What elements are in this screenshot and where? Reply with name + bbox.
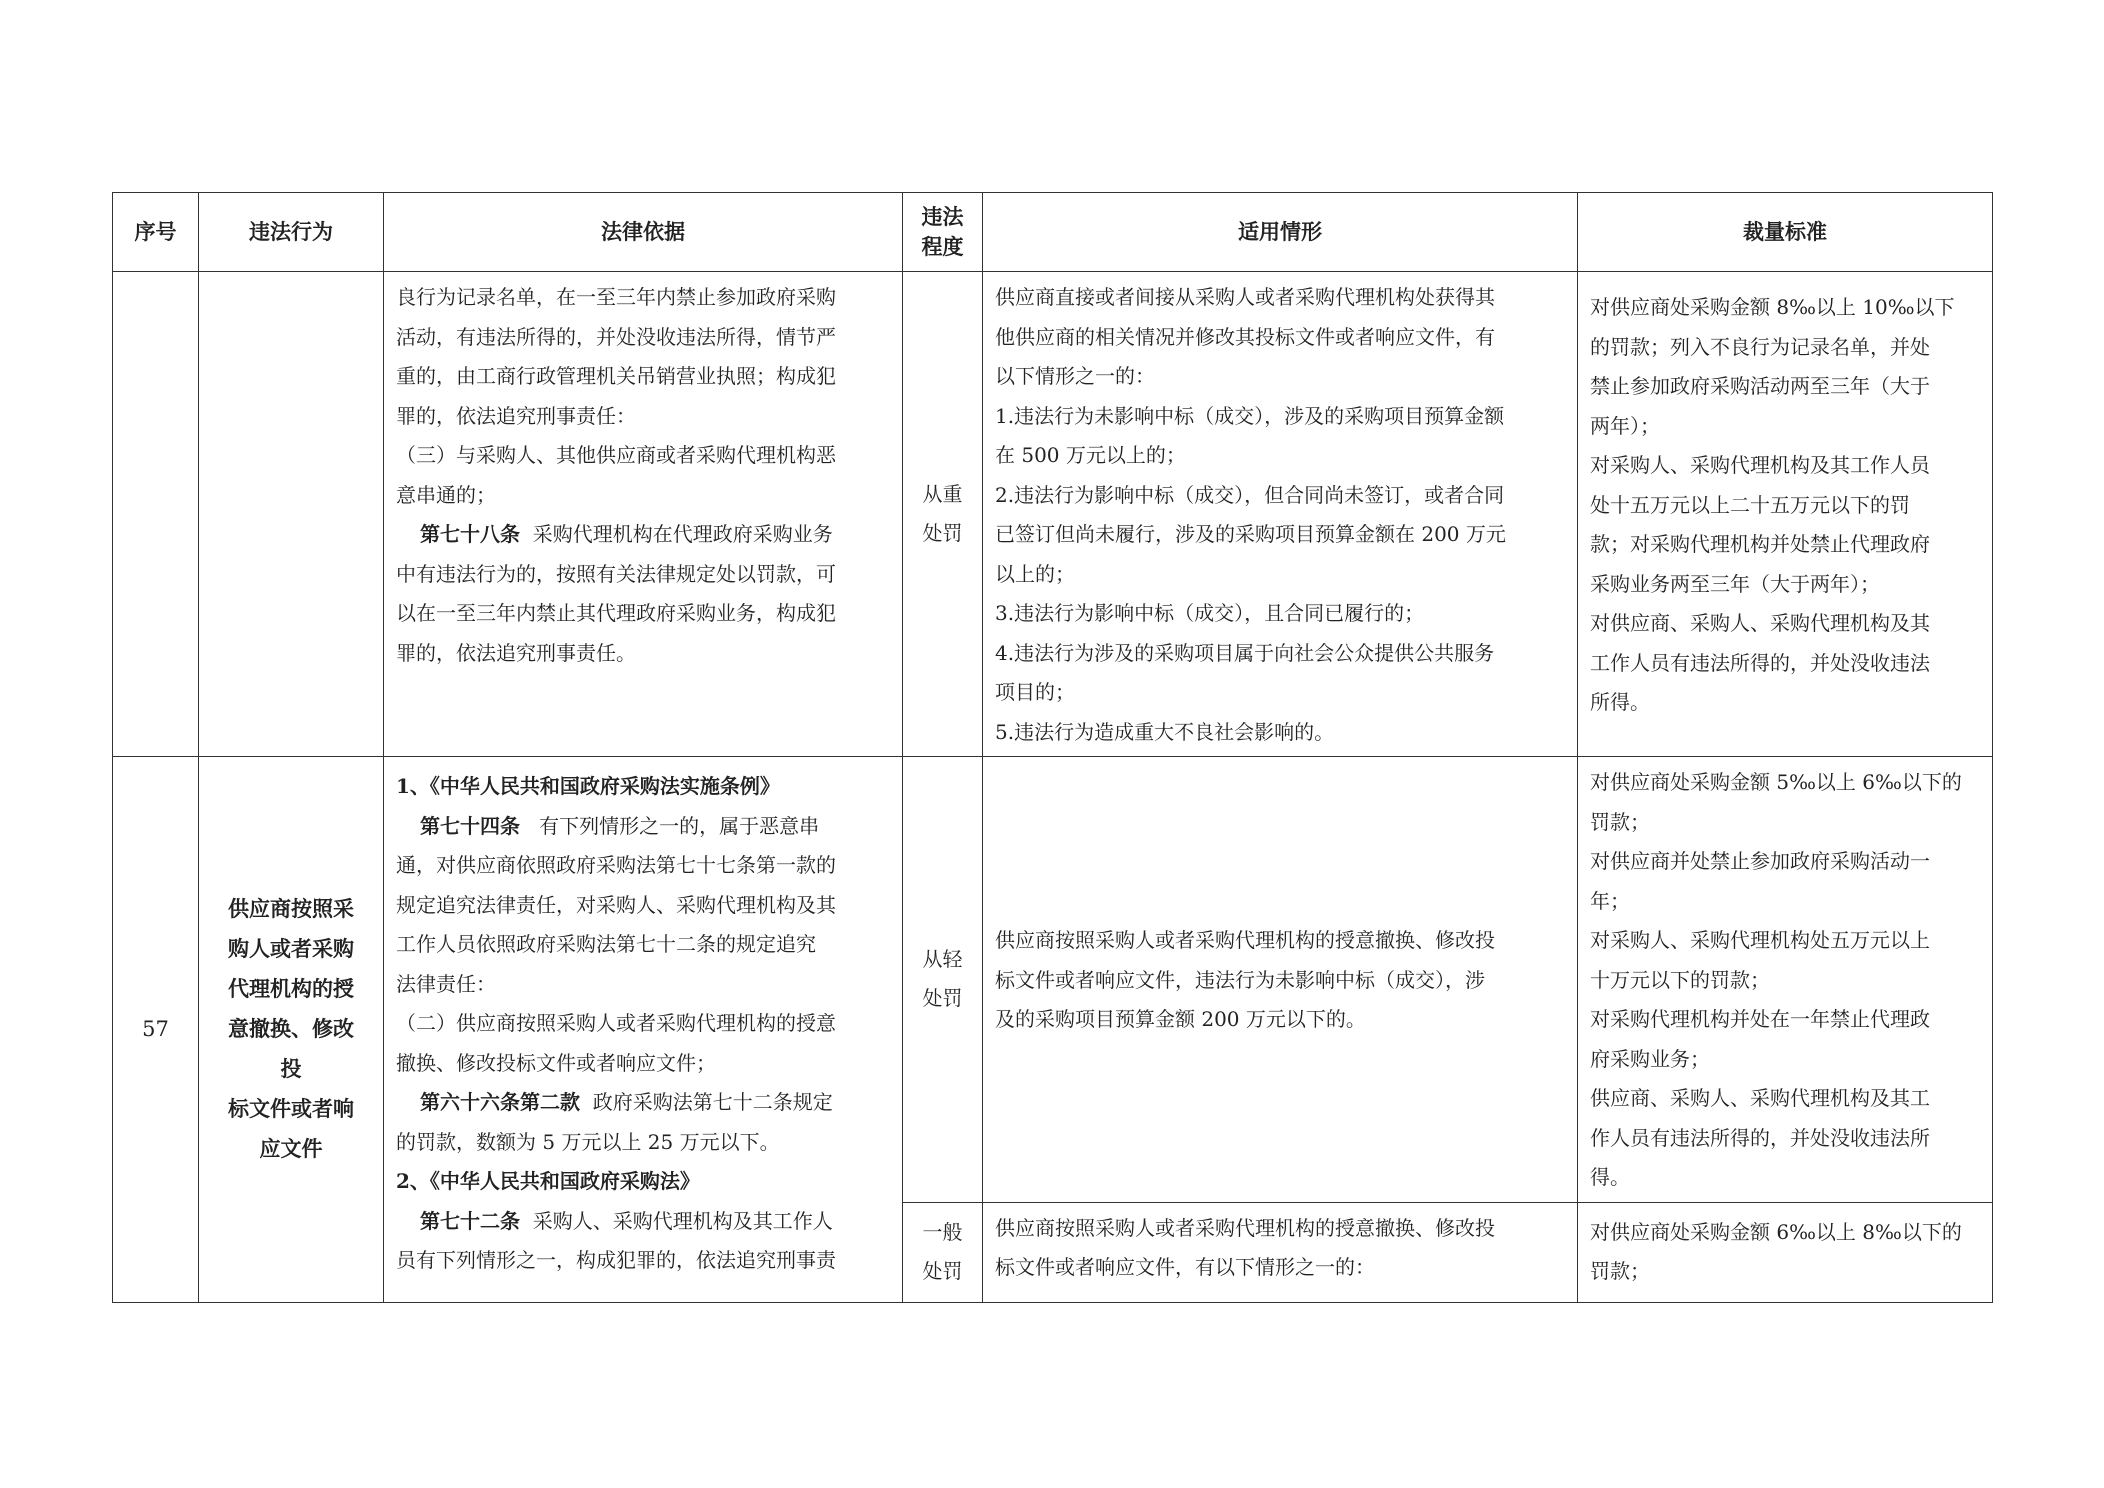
- table-row: [113, 272, 1993, 757]
- text-line: 已签订但尚未履行，涉及的采购项目预算金额在 200 万元: [995, 522, 1506, 546]
- text-line: 3.违法行为影响中标（成交），且合同已履行的；: [995, 601, 1425, 625]
- basis-cell: [384, 272, 903, 757]
- standard-cell: [1578, 272, 1993, 757]
- text-line: 标文件或者响应文件，违法行为未影响中标（成交），涉: [995, 967, 1485, 992]
- text-line: [396, 807, 890, 847]
- degree-cell: [903, 757, 983, 1203]
- text-line: 供应商直接或者间接从采购人或者采购代理机构处获得其: [995, 285, 1495, 309]
- standard-cell: [1578, 1202, 1993, 1302]
- text-line: 5.违法行为造成重大不良社会影响的。: [995, 719, 1335, 744]
- text-line: 所得。: [1590, 690, 1650, 714]
- text-line: 十万元以下的罚款；: [1590, 967, 1770, 992]
- text-line: （三）与采购人、其他供应商或者采购代理机构恶: [396, 443, 836, 467]
- text-line: 活动，有违法所得的，并处没收违法所得，情节严: [396, 324, 836, 349]
- header-basis: 法律依据: [384, 193, 903, 272]
- text-line: [396, 1202, 890, 1242]
- text-line: [396, 1083, 890, 1123]
- text-line: 罚款；: [1590, 809, 1650, 834]
- text-line: 2.违法行为影响中标（成交），但合同尚未签订，或者合同: [995, 482, 1505, 507]
- act-line: 购人或者采购: [228, 936, 354, 962]
- text-line: 他供应商的相关情况并修改其投标文件或者响应文件，有: [995, 324, 1495, 349]
- seq-cell: 57: [113, 757, 199, 1303]
- article-title: 第七十四条: [420, 813, 520, 838]
- text-line: 中有违法行为的，按照有关法律规定处以罚款，可: [396, 561, 836, 586]
- text-line: 两年）；: [1590, 413, 1660, 438]
- header-situation: 适用情形: [983, 193, 1578, 272]
- text-line: 对采购人、采购代理机构及其工作人员: [1590, 453, 1930, 477]
- text-line: 款；对采购代理机构并处禁止代理政府: [1590, 532, 1930, 556]
- text-line: [396, 515, 890, 555]
- text-line: 以在一至三年内禁止其代理政府采购业务，构成犯: [396, 601, 836, 625]
- article-title: 第六十六条第二款: [420, 1090, 580, 1114]
- text-line: 工作人员依照政府采购法第七十二条的规定追究: [396, 932, 816, 956]
- text-line: 标文件或者响应文件，有以下情形之一的：: [995, 1255, 1375, 1279]
- header-degree-line1: 违法: [921, 204, 964, 229]
- degree-line2: 处罚: [922, 521, 963, 545]
- text-line: 意串通的；: [396, 482, 496, 507]
- text-line: 重的，由工商行政管理机关吊销营业执照；构成犯: [396, 364, 836, 388]
- text-line: 工作人员有违法所得的，并处没收违法: [1590, 650, 1930, 675]
- text-line: 对采购人、采购代理机构处五万元以上: [1590, 928, 1930, 952]
- act-line: 应文件: [259, 1136, 323, 1162]
- header-degree: [903, 193, 983, 272]
- situation-cell: [983, 1202, 1578, 1302]
- text-line: 对供应商、采购人、采购代理机构及其: [1590, 611, 1930, 635]
- header-standard: 裁量标准: [1578, 193, 1993, 272]
- text-line: 罪的，依法追究刑事责任。: [396, 640, 636, 665]
- text-line: 的罚款，数额为 5 万元以上 25 万元以下。: [396, 1129, 780, 1154]
- degree-cell: [903, 1202, 983, 1302]
- text-line: 规定追究法律责任，对采购人、采购代理机构及其: [396, 892, 836, 917]
- text-line: 年；: [1590, 888, 1630, 913]
- text-line: 处十五万元以上二十五万元以下的罚: [1590, 492, 1910, 517]
- act-cell: [199, 757, 384, 1303]
- table-row: [113, 757, 1993, 1203]
- text-line: 供应商按照采购人或者采购代理机构的授意撤换、修改投: [995, 1215, 1495, 1240]
- text-line: 供应商按照采购人或者采购代理机构的授意撤换、修改投: [995, 928, 1495, 952]
- article-title: 第七十二条: [420, 1208, 520, 1233]
- header-act: 违法行为: [199, 193, 384, 272]
- text-line: 对供应商处采购金额 6‰以上 8‰以下的: [1590, 1219, 1962, 1244]
- degree-line2: 处罚: [922, 986, 963, 1011]
- text-line: 项目的；: [995, 680, 1075, 704]
- text-line: 采购业务两至三年（大于两年）；: [1590, 571, 1880, 596]
- text-line: 对供应商并处禁止参加政府采购活动一: [1590, 849, 1930, 873]
- text-line: 作人员有违法所得的，并处没收违法所: [1590, 1125, 1930, 1150]
- act-line: 意撤换、修改投: [228, 1016, 354, 1082]
- text-line: 的罚款；列入不良行为记录名单，并处: [1590, 334, 1930, 359]
- act-line: 代理机构的授: [228, 976, 354, 1002]
- header-degree-line2: 程度: [921, 234, 964, 259]
- degree-line1: 一般: [922, 1220, 963, 1244]
- article-text: 政府采购法第七十二条规定: [592, 1090, 833, 1114]
- text-line: 对供应商处采购金额 8‰以上 10‰以下: [1590, 295, 1955, 319]
- text-line: 1.违法行为未影响中标（成交），涉及的采购项目预算金额: [995, 403, 1505, 428]
- degree-line1: 从轻: [922, 947, 963, 972]
- text-line: 及的采购项目预算金额 200 万元以下的。: [995, 1007, 1366, 1031]
- text-line: 供应商、采购人、采购代理机构及其工: [1590, 1086, 1930, 1110]
- text-line: 罚款；: [1590, 1259, 1650, 1283]
- standard-cell: [1578, 757, 1993, 1203]
- text-line: 府采购业务；: [1590, 1046, 1710, 1071]
- situation-cell: [983, 272, 1578, 757]
- text-line: 罪的，依法追究刑事责任：: [396, 403, 636, 428]
- degree-line1: 从重: [922, 482, 963, 506]
- article-text: 采购人、采购代理机构及其工作人: [532, 1208, 833, 1233]
- header-row: [113, 193, 1993, 272]
- text-line: 以上的；: [995, 561, 1075, 586]
- act-line: 标文件或者响: [228, 1096, 354, 1122]
- degree-line2: 处罚: [922, 1259, 963, 1283]
- text-line: 良行为记录名单，在一至三年内禁止参加政府采购: [396, 285, 836, 309]
- law-title: 1、《中华人民共和国政府采购法实施条例》: [396, 774, 780, 798]
- seq-cell-empty: [113, 272, 199, 757]
- article-title: 第七十八条: [420, 522, 520, 546]
- act-line: 供应商按照采: [228, 896, 354, 922]
- situation-cell: [983, 757, 1578, 1203]
- text-line: 禁止参加政府采购活动两至三年（大于: [1590, 374, 1930, 398]
- article-text: 采购代理机构在代理政府采购业务: [532, 522, 833, 546]
- header-seq: 序号: [113, 193, 199, 272]
- penalty-discretion-table: [112, 192, 1993, 1303]
- text-line: 对采购代理机构并处在一年禁止代理政: [1590, 1007, 1930, 1031]
- text-line: 对供应商处采购金额 5‰以上 6‰以下的: [1590, 770, 1962, 794]
- text-line: 撤换、修改投标文件或者响应文件；: [396, 1050, 716, 1075]
- law-title: 2、《中华人民共和国政府采购法》: [396, 1169, 700, 1193]
- text-line: 员有下列情形之一，构成犯罪的，依法追究刑事责: [396, 1248, 836, 1272]
- text-line: 在 500 万元以上的；: [995, 443, 1186, 467]
- basis-cell: [384, 757, 903, 1303]
- article-text: 有下列情形之一的，属于恶意串: [539, 813, 820, 838]
- text-line: 以下情形之一的：: [995, 364, 1155, 388]
- text-line: （二）供应商按照采购人或者采购代理机构的授意: [396, 1011, 836, 1035]
- act-cell-empty: [199, 272, 384, 757]
- text-line: 得。: [1590, 1165, 1630, 1189]
- text-line: 法律责任：: [396, 971, 496, 996]
- degree-cell: [903, 272, 983, 757]
- text-line: 通，对供应商依照政府采购法第七十七条第一款的: [396, 853, 836, 877]
- text-line: 4.违法行为涉及的采购项目属于向社会公众提供公共服务: [995, 640, 1495, 665]
